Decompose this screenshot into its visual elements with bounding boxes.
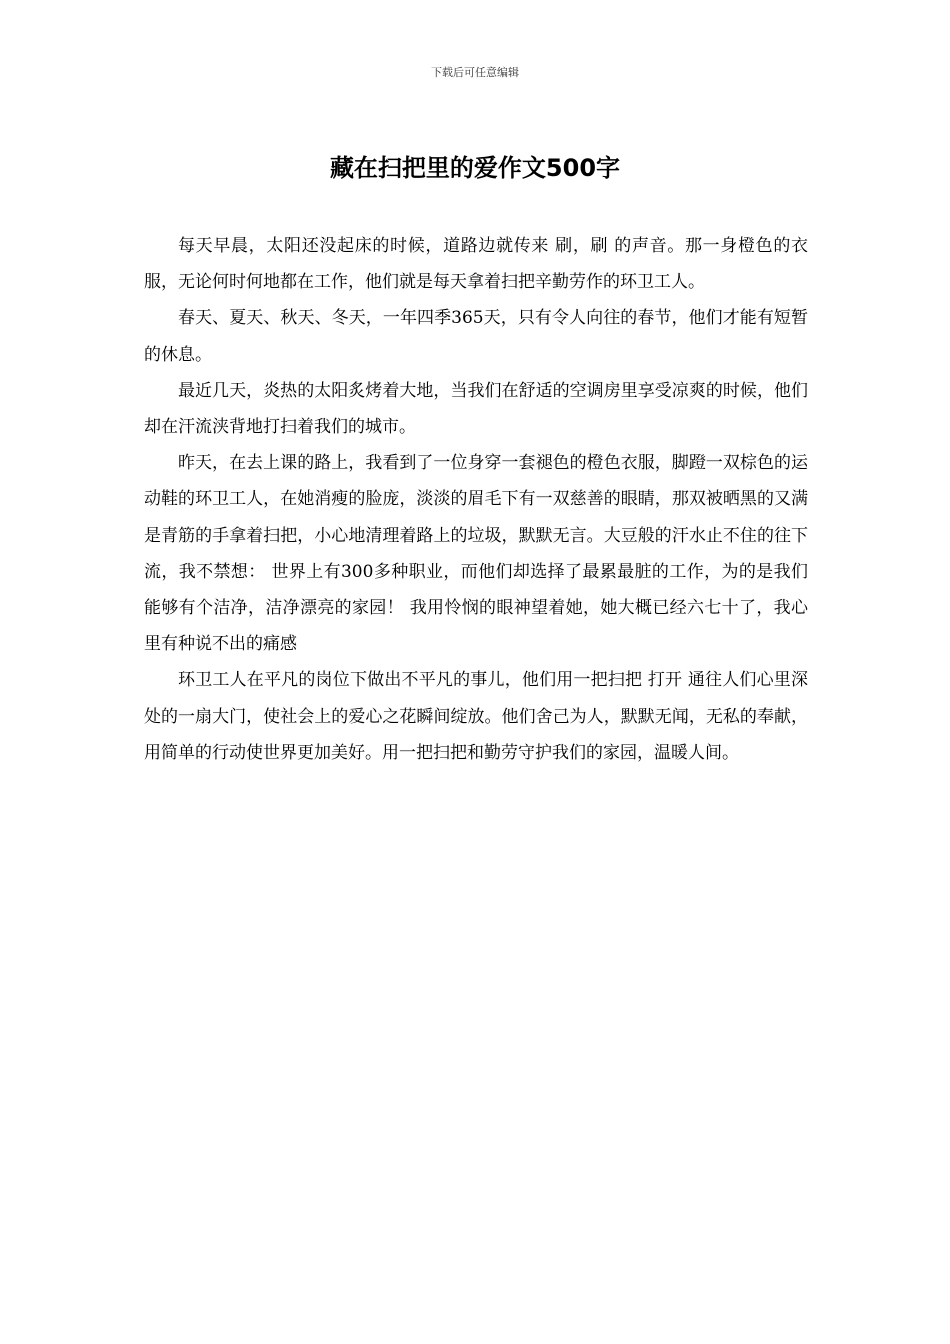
- paragraph-1: 每天早晨，太阳还没起床的时候，道路边就传来 刷，刷 的声音。那一身橙色的衣服，无论何时何地都在工作，他们就是每天拿着扫把辛勤劳作的环卫工人。: [144, 236, 808, 293]
- paragraph-5: 环卫工人在平凡的岗位下做出不平凡的事儿，他们用一把扫把 打开 通往人们心里深处的一扇大门，使社会上的爱心之花瞬间绽放。他们舍己为人，默默无闻，无私的奉献，用简单的行动使世界更加美好。用一把扫把和勤劳守护我们的家园，温暖人间。: [144, 670, 808, 763]
- paragraph-3: 最近几天，炎热的太阳炙烤着大地，当我们在舒适的空调房里享受凉爽的时候，他们却在汗流浃背地打扫着我们的城市。: [144, 380, 808, 438]
- paragraph-2: 春天、夏天、秋天、冬天，一年四季365天，只有令人向往的春节，他们才能有短暂的休息。: [144, 308, 808, 365]
- paragraph-4: 昨天，在去上课的路上，我看到了一位身穿一套褪色的橙色衣服，脚蹬一双棕色的运动鞋的环卫工人，在她消瘦的脸庞，淡淡的眉毛下有一双慈善的眼睛，那双被晒黑的又满是青筋的手拿着扫把，小心地清理着路上的垃圾，默默无言。大豆般的汗水止不住的往下流，我不禁想： 世界上有300多种职业，而他们却选择了最累最脏的工作，为的是我们能够有个洁净，洁净漂亮的家园！ 我用怜悯的眼神望着她，她大概已经六七十了，我心里有种说不出的痛感: [144, 453, 808, 655]
- article-body: [144, 228, 808, 771]
- header-note: 下载后可任意编辑: [431, 66, 519, 79]
- page-title: 藏在扫把里的爱作文500字: [329, 154, 621, 182]
